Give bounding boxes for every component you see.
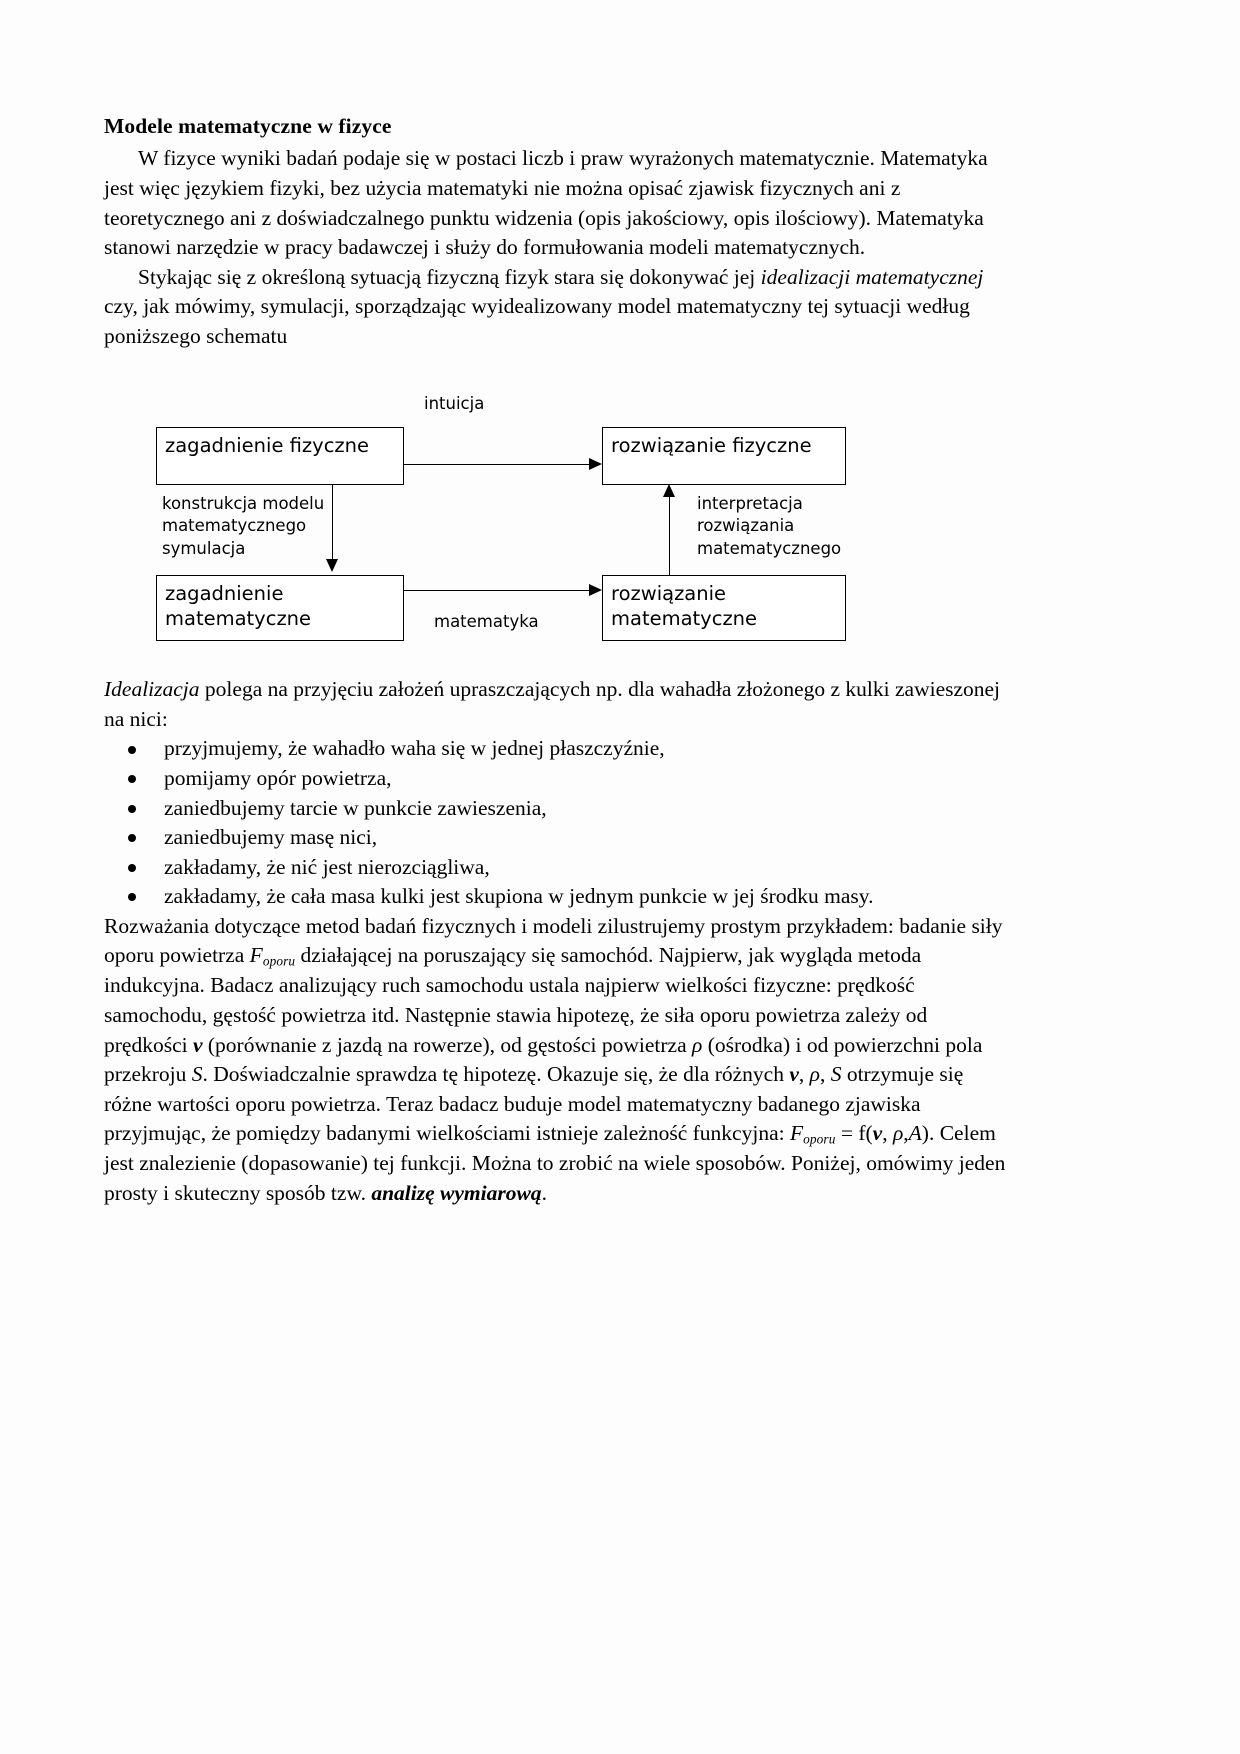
symbol-force-F-2: F (789, 1121, 804, 1146)
paragraph-intro: W fizyce wyniki badań podaje się w postaci liczb i praw wyrażonych matematycznie. Matematyka jest więc językiem fizyki, bez użycia matematyki nie można opisać zjawisk fizycznych ani z teoretycznego ani z doświadczalnego punktu widzenia (opis jakościowy, opis ilościowy). Matematyka stanowi narzędzie w pracy badawczej i służy do formułowania modeli matematycznych. (104, 146, 988, 260)
list-item-label: zakładamy, że nić jest nierozciągliwa, (164, 854, 490, 879)
diagram-box-rozwiazanie-fizyczne (602, 427, 846, 485)
diagram-label-line1: interpretacja (697, 494, 803, 514)
diagram-box-label: zagadnienie fizyczne (165, 434, 370, 458)
list-item (104, 794, 1016, 824)
list-item (104, 853, 1016, 883)
diagram-label-intuicja: intuicja (424, 394, 485, 414)
list-item (104, 734, 1016, 764)
diagram-box-label-line2: matematyczne (165, 607, 312, 631)
paragraph-rozwazania (104, 912, 1016, 1209)
diagram-box-zagadnienie-fizyczne (156, 427, 404, 485)
diagram-label-line2: rozwiązania (697, 516, 795, 536)
p4-comma-1: , (882, 1121, 893, 1146)
diagram-box-label-line1: rozwiązanie (611, 582, 727, 606)
diagram-label-matematyka: matematyka (434, 612, 539, 632)
diagram-label-konstrukcja-modelu (162, 493, 324, 559)
symbol-density-rho-2: ρ (809, 1062, 820, 1087)
p4-s10: . (541, 1180, 547, 1205)
paragraph-idealization-intro (104, 263, 1016, 352)
term-analiza-wymiarowa: analizę wymiarową (371, 1180, 542, 1205)
symbol-velocity-v-2: v (789, 1062, 799, 1087)
diagram-label-line1: konstrukcja modelu (162, 494, 325, 514)
diagram-arrow-konstrukcja-head (326, 559, 338, 572)
symbol-area-S-2: S (830, 1062, 842, 1087)
list-item-label: zaniedbujemy masę nici, (164, 825, 378, 850)
bullet-icon (128, 775, 136, 783)
page-title: Modele matematyczne w fizyce (104, 114, 392, 138)
paragraph-2-tail: czy, jak mówimy, symulacji, sporządzając wyidealizowany model matematyczny tej sytuacji według poniższego schematu (104, 294, 970, 348)
diagram-box-label-line2: matematyczne (611, 607, 758, 631)
diagram-label-interpretacja (697, 493, 841, 559)
p4-s6: , (798, 1062, 810, 1087)
diagram-arrow-intuicja-head (589, 458, 602, 470)
diagram-label-line2: matematycznego (162, 516, 307, 536)
bullet-icon (128, 746, 136, 754)
bullet-icon (128, 864, 136, 872)
symbol-area-S: S (191, 1062, 203, 1087)
p4-s3: (porównanie z jazdą na rowerze), od gęstości powietrza (202, 1032, 693, 1057)
flowchart-diagram (104, 385, 1016, 657)
list-item (104, 764, 1016, 794)
list-item-label: pomijamy opór powietrza, (164, 766, 392, 790)
p4-s9: ). Celem jest znalezienie (dopasowanie) tej funkcji. Można to zrobić na wiele sposobów. Poniżej, omówimy jeden prosty i skuteczny sposób tzw. (104, 1121, 1006, 1205)
list-item-label: zakładamy, że cała masa kulki jest skupiona w jednym punkcie w jej środku masy. (164, 884, 874, 909)
symbol-density-rho: ρ (692, 1032, 703, 1057)
diagram-label-line3: matematycznego (697, 538, 842, 558)
symbol-force-subscript-2: oporu (803, 1131, 836, 1147)
term-idealizacji-matematycznej: idealizacji matematycznej (760, 264, 984, 289)
p4-s5: . Doświadczalnie sprawdza tę hipotezę. Okazuje się, że dla różnych (202, 1062, 790, 1087)
symbol-force-F: F (249, 943, 263, 968)
p4-s1: Rozważania dotyczące metod badań fizycznych i modeli zilustrujemy prostym przykładem: badanie siły oporu powietrza (104, 913, 1003, 968)
assumptions-list (104, 734, 1016, 911)
diagram-box-label-line1: zagadnienie (165, 582, 284, 606)
p4-s7: , (819, 1062, 831, 1087)
p4-s8: otrzymuje się różne wartości oporu powietrza. Teraz badacz buduje model matematyczny badanego zjawiska przyjmując, że pomiędzy badanymi wielkościami istnieje zależność funkcyjna: (104, 1062, 964, 1146)
list-item-label: przyjmujemy, że wahadło waha się w jednej płaszczyźnie, (164, 736, 665, 761)
paragraph-2-lead: Stykając się z określoną sytuacją fizyczną fizyk stara się dokonywać jej (138, 264, 761, 289)
bullet-icon (128, 805, 136, 813)
diagram-arrow-konstrukcja-line (332, 485, 333, 559)
diagram-arrow-intuicja-line (404, 464, 589, 465)
term-idealizacja: Idealizacja (104, 677, 200, 702)
symbol-area-A: A (908, 1121, 922, 1146)
list-item (104, 882, 1016, 912)
paragraph-3-rest: polega na przyjęciu założeń upraszczających np. dla wahadła złożonego z kulki zawieszonej na nici: (104, 677, 1001, 731)
list-item (104, 823, 1016, 853)
p4-s2: działającej na poruszający się samochód. Najpierw, jak wygląda metoda indukcyjna. Badacz analizujący ruch samochodu ustala najpierw wielkości fizyczne: prędkość samochodu, gęstość powietrza itd. Następnie stawia hipotezę, że siła oporu powietrza zależy od prędkości (104, 943, 928, 1057)
symbol-velocity-v: v (192, 1032, 203, 1057)
symbol-velocity-v-3: v (872, 1121, 883, 1146)
p4-equals: = f( (835, 1121, 873, 1146)
diagram-box-label: rozwiązanie fizyczne (611, 434, 812, 458)
diagram-arrow-matematyka-head (589, 584, 602, 596)
symbol-density-rho-3: ρ (892, 1121, 904, 1146)
diagram-arrow-matematyka-line (404, 590, 589, 591)
symbol-force-subscript: oporu (262, 954, 296, 970)
diagram-box-zagadnienie-matematyczne (156, 575, 404, 641)
diagram-label-line3: symulacja (162, 538, 246, 558)
diagram-arrow-interpretacja-head (663, 484, 675, 497)
paragraph-idealizacja (104, 675, 1016, 734)
p4-comma-2: , (903, 1121, 909, 1146)
diagram-box-rozwiazanie-matematyczne (602, 575, 846, 641)
diagram-arrow-interpretacja-line (669, 497, 670, 575)
list-item-label: zaniedbujemy tarcie w punkcie zawieszenia, (164, 795, 547, 820)
bullet-icon (128, 893, 136, 901)
p4-s4: (ośrodka) i od powierzchni pola przekroju (104, 1032, 983, 1087)
document-content (104, 112, 1016, 1208)
bullet-icon (128, 834, 136, 842)
